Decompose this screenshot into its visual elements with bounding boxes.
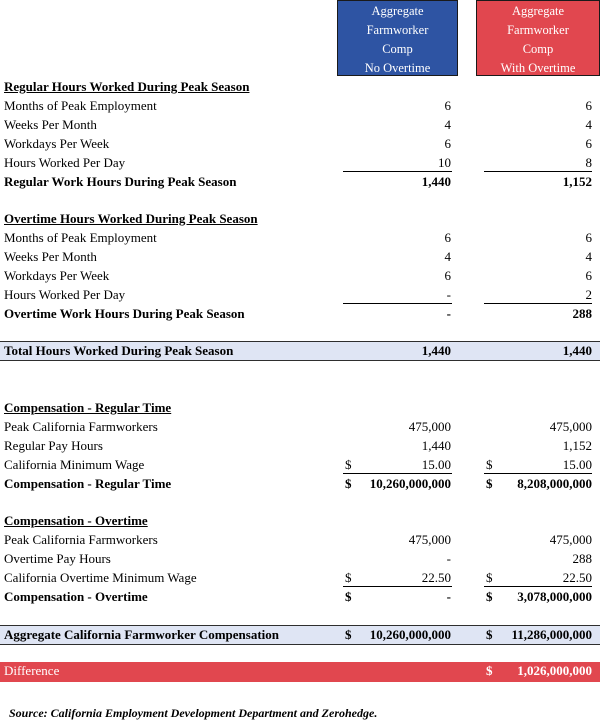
row-label: Aggregate California Farmworker Compensation: [4, 627, 280, 642]
table-row: [0, 286, 600, 305]
value-with-overtime: 288: [572, 306, 592, 321]
table-row: [0, 569, 600, 588]
table-row: [0, 267, 600, 286]
value-with-overtime: 1,152: [562, 438, 592, 453]
value-with-overtime: 3,078,000,000: [517, 589, 592, 604]
currency-symbol: $: [486, 476, 493, 491]
row-label: Months of Peak Employment: [4, 98, 157, 113]
value-with-overtime: 4: [585, 249, 592, 264]
value-with-overtime: 475,000: [549, 532, 592, 547]
row-label: California Minimum Wage: [4, 457, 145, 472]
section-title: Compensation - Regular Time: [4, 400, 172, 415]
value-with-overtime: 15.00: [562, 457, 592, 472]
subtotal-rule: [343, 586, 452, 587]
row-label: Peak California Farmworkers: [4, 419, 158, 434]
value-with-overtime: 1,440: [562, 343, 592, 358]
value-with-overtime: 288: [572, 551, 592, 566]
value-no-overtime: 4: [444, 249, 451, 264]
row-label: Difference: [4, 663, 60, 678]
total-row: [0, 588, 600, 607]
value-no-overtime: 1,440: [421, 174, 451, 189]
currency-symbol: $: [345, 476, 352, 491]
column-header-with-overtime: [476, 0, 600, 76]
row-label: Weeks Per Month: [4, 249, 97, 264]
row-label: Workdays Per Week: [4, 136, 110, 151]
section-title: Compensation - Overtime: [4, 513, 148, 528]
subtotal-rule: [484, 586, 592, 587]
value-no-overtime: -: [446, 589, 451, 604]
value-no-overtime: 1,440: [421, 438, 451, 453]
table-row: [0, 135, 600, 154]
section-title: Overtime Hours Worked During Peak Season: [4, 211, 258, 226]
value-with-overtime: 11,286,000,000: [511, 627, 592, 642]
value-no-overtime: 10,260,000,000: [369, 627, 451, 642]
row-label: Total Hours Worked During Peak Season: [4, 343, 234, 358]
subtotal-rule: [484, 171, 592, 172]
value-with-overtime: 1,152: [562, 174, 592, 189]
table-row: [0, 154, 600, 173]
table-row: [0, 116, 600, 135]
subtotal-rule: [343, 171, 452, 172]
row-label: Hours Worked Per Day: [4, 287, 126, 302]
value-no-overtime: 4: [444, 117, 451, 132]
header-line: Aggregate: [371, 4, 424, 18]
value-no-overtime: -: [446, 306, 451, 321]
section-title-overtime-hours: [0, 210, 600, 229]
section-title-comp-regular: [0, 399, 600, 418]
row-label: Overtime Pay Hours: [4, 551, 111, 566]
value-no-overtime: 6: [444, 136, 451, 151]
value-with-overtime: 6: [585, 268, 592, 283]
column-header-no-overtime: [337, 0, 458, 76]
header-line: With Overtime: [500, 61, 576, 75]
value-no-overtime: 15.00: [421, 457, 451, 472]
row-label: Regular Pay Hours: [4, 438, 103, 453]
header-line: Aggregate: [511, 4, 565, 18]
total-row: [0, 305, 600, 324]
currency-symbol: $: [345, 627, 352, 642]
row-label: Compensation - Overtime: [4, 589, 148, 604]
source-note: Source: California Employment Development Department and Zerohedge.: [9, 706, 378, 720]
section-title: Regular Hours Worked During Peak Season: [4, 79, 250, 94]
value-no-overtime: -: [446, 551, 451, 566]
header-line: No Overtime: [364, 61, 431, 75]
subtotal-rule: [484, 473, 592, 474]
value-no-overtime: 6: [444, 268, 451, 283]
table-row: [0, 97, 600, 116]
header-line: Comp: [382, 42, 413, 56]
currency-symbol: $: [345, 570, 352, 585]
value-no-overtime: 10: [438, 155, 451, 170]
total-row: [0, 173, 600, 192]
table-row: [0, 248, 600, 267]
value-with-overtime: 6: [585, 98, 592, 113]
row-label: California Overtime Minimum Wage: [4, 570, 197, 585]
total-row: [0, 475, 600, 494]
currency-symbol: $: [486, 457, 493, 472]
value-no-overtime: 6: [444, 98, 451, 113]
value-no-overtime: 10,260,000,000: [369, 476, 451, 491]
value-with-overtime: 22.50: [562, 570, 592, 585]
row-label: Regular Work Hours During Peak Season: [4, 174, 237, 189]
table-row: [0, 229, 600, 248]
table-row: [0, 437, 600, 456]
row-label: Peak California Farmworkers: [4, 532, 158, 547]
table-row: [0, 418, 600, 437]
section-title-regular-hours: [0, 78, 600, 97]
table-row: [0, 456, 600, 475]
value-with-overtime: 8: [585, 155, 592, 170]
table-row: [0, 550, 600, 569]
currency-symbol: $: [345, 457, 352, 472]
value-with-overtime: 6: [585, 230, 592, 245]
row-label: Workdays Per Week: [4, 268, 110, 283]
currency-symbol: $: [486, 570, 493, 585]
section-title-comp-overtime: [0, 512, 600, 531]
value-with-overtime: 475,000: [549, 419, 592, 434]
currency-symbol: $: [345, 589, 352, 604]
header-line: Farmworker: [507, 23, 569, 37]
value-no-overtime: 6: [444, 230, 451, 245]
currency-symbol: $: [486, 663, 493, 678]
value-with-overtime: 8,208,000,000: [517, 476, 592, 491]
table-row: [0, 531, 600, 550]
value-with-overtime: 2: [585, 287, 592, 302]
aggregate-compensation-row: [0, 625, 600, 645]
row-label: Weeks Per Month: [4, 117, 97, 132]
header-line: Farmworker: [366, 23, 429, 37]
value-with-overtime: 1,026,000,000: [517, 663, 592, 678]
row-label: Overtime Work Hours During Peak Season: [4, 306, 245, 321]
subtotal-rule: [343, 303, 452, 304]
value-no-overtime: 475,000: [408, 532, 451, 547]
value-no-overtime: 22.50: [421, 570, 451, 585]
subtotal-rule: [343, 473, 452, 474]
header-line: Comp: [522, 42, 554, 56]
currency-symbol: $: [486, 627, 493, 642]
value-no-overtime: 1,440: [421, 343, 451, 358]
value-no-overtime: 475,000: [408, 419, 451, 434]
total-hours-row: [0, 341, 600, 361]
row-label: Months of Peak Employment: [4, 230, 157, 245]
value-with-overtime: 4: [585, 117, 592, 132]
subtotal-rule: [484, 303, 592, 304]
row-label: Hours Worked Per Day: [4, 155, 126, 170]
row-label: Compensation - Regular Time: [4, 476, 172, 491]
currency-symbol: $: [486, 589, 493, 604]
value-no-overtime: -: [446, 287, 451, 302]
difference-row: [0, 662, 600, 682]
value-with-overtime: 6: [585, 136, 592, 151]
